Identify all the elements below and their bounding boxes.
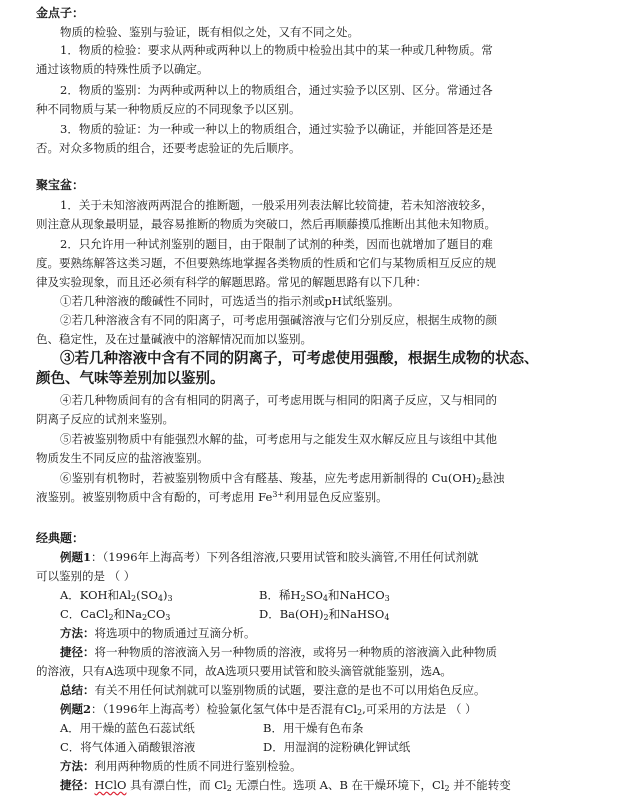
option-d: D．$Ba(OH)_2$和NaHSO$_4$ [259, 607, 390, 622]
option-a: A．KOH和$Al_2(SO_4)_3$ [60, 588, 173, 603]
method-line: 方法：将选项中的物质通过互滴分析。 [60, 626, 256, 640]
section-heading-jingdian: 经典题： [36, 531, 85, 545]
section-heading-jindianzi: 金点子： [36, 6, 85, 20]
shortcut-line: 捷径：HClO 具有漂白性，而 $Cl_2$ 无漂白性。选项 A、B 在干燥环境下，$Cl_2$ 并不能转变 [60, 778, 511, 793]
paragraph-line: 1．物质的检验：要求从两种或两种以上的物质中检验出其中的某一种或几种物质。常 [60, 43, 493, 57]
shortcut-line: 捷径：将一种物质的溶液滴入另一种物质的溶液，或将另一种物质的溶液滴入此种物质 [60, 645, 497, 659]
list-item: 物质发生不同反应的盐溶液鉴别。 [36, 451, 209, 465]
example-1-question: 例题1：（1996年上海高考）下列各组溶液,只要用试管和胶头滴管,不用任何试剂就 [60, 550, 479, 564]
paragraph-line: 2．物质的鉴别：为两种或两种以上的物质组合，通过实验予以区别、区分。常通过各 [60, 83, 493, 97]
list-item: 色、稳定性，及在过量碱液中的溶解情况而加以鉴别。 [36, 332, 312, 346]
paragraph-line: 则注意从现象最明显，最容易推断的物质为突破口，然后再顺藤摸瓜推断出其他未知物质。 [36, 217, 496, 231]
paragraph-line: 否。对众多物质的组合，还要考虑验证的先后顺序。 [36, 141, 301, 155]
list-item: ①若几种溶液的酸碱性不同时，可选适当的指示剂或pH试纸鉴别。 [60, 294, 400, 308]
list-item: 阴离子反应的试剂来鉴别。 [36, 412, 174, 426]
shortcut-line: 的溶液，只有A选项中现象不同，故A选项只要用试管和胶头滴管就能鉴别，选A。 [36, 664, 452, 678]
paragraph-line: 度。要熟练解答这类习题，不但要熟练地掌握各类物质的性质和它们与某物质相互反应的规 [36, 256, 496, 270]
list-item-emphasis: 颜色、气味等差别加以鉴别。 [36, 370, 225, 387]
option-b: B．用干燥有色布条 [263, 721, 364, 735]
paragraph-line: 2．只允许用一种试剂鉴别的题目，由于限制了试剂的种类，因而也就增加了题目的难 [60, 237, 493, 251]
example-2-question: 例题2：（1996年上海高考）检验氯化氢气体中是否混有$Cl_2$,可采用的方法是 （ ） [60, 702, 477, 717]
method-line: 方法：利用两种物质的性质不同进行鉴别检验。 [60, 759, 302, 773]
option-b: B．稀$H_2SO_4$和NaHCO$_3$ [259, 588, 390, 603]
list-item-emphasis: ③若几种溶液中含有不同的阴离子，可考虑使用强酸，根据生成物的状态、 [60, 350, 539, 367]
paragraph-line: 种不同物质与某一种物质反应的不同现象予以区别。 [36, 102, 301, 116]
paragraph-line: 1．关于未知溶液两两混合的推断题，一般采用列表法解比较简捷，若未知溶液较多， [60, 198, 493, 212]
option-c: C．将气体通入硝酸银溶液 [60, 740, 196, 754]
paragraph-line: 3．物质的验证：为一种或一种以上的物质组合，通过实验予以确证，并能回答是还是 [60, 122, 493, 136]
list-item: ⑥鉴别有机物时，若被鉴别物质中含有醛基、羧基，应先考虑用新制得的 $Cu(OH)_2$悬浊 [60, 471, 505, 486]
example-1-question: 可以鉴别的是 （ ） [36, 569, 136, 583]
paragraph-line: 物质的检验、鉴别与验证，既有相似之处，又有不同之处。 [60, 25, 359, 39]
summary-line: 总结：有关不用任何试剂就可以鉴别物质的试题，要注意的是也不可以用焰色反应。 [60, 683, 486, 697]
option-c: C．CaCl$_2$和$Na_2CO_3$ [60, 607, 171, 622]
list-item: 液鉴别。被鉴别物质中含有酚的，可考虑用 $Fe^{3+}$利用显色反应鉴别。 [36, 490, 388, 504]
section-heading-jubaopen: 聚宝盆： [36, 178, 85, 192]
option-a: A．用干燥的蓝色石蕊试纸 [60, 721, 195, 735]
list-item: ⑤若被鉴别物质中有能强烈水解的盐，可考虑用与之能发生双水解反应且与该组中其他 [60, 432, 497, 446]
paragraph-line: 律及实验现象，而且还必须有科学的解题思路。常见的解题思路有以下几种： [36, 275, 427, 289]
list-item: ④若几种物质间有的含有相同的阴离子，可考虑用既与相同的阳离子反应，又与相同的 [60, 393, 497, 407]
list-item: ②若几种溶液含有不同的阳离子，可考虑用强碱溶液与它们分别反应，根据生成物的颜 [60, 313, 497, 327]
paragraph-line: 通过该物质的特殊性质予以确定。 [36, 62, 209, 76]
option-d: D．用湿润的淀粉碘化钾试纸 [263, 740, 411, 754]
